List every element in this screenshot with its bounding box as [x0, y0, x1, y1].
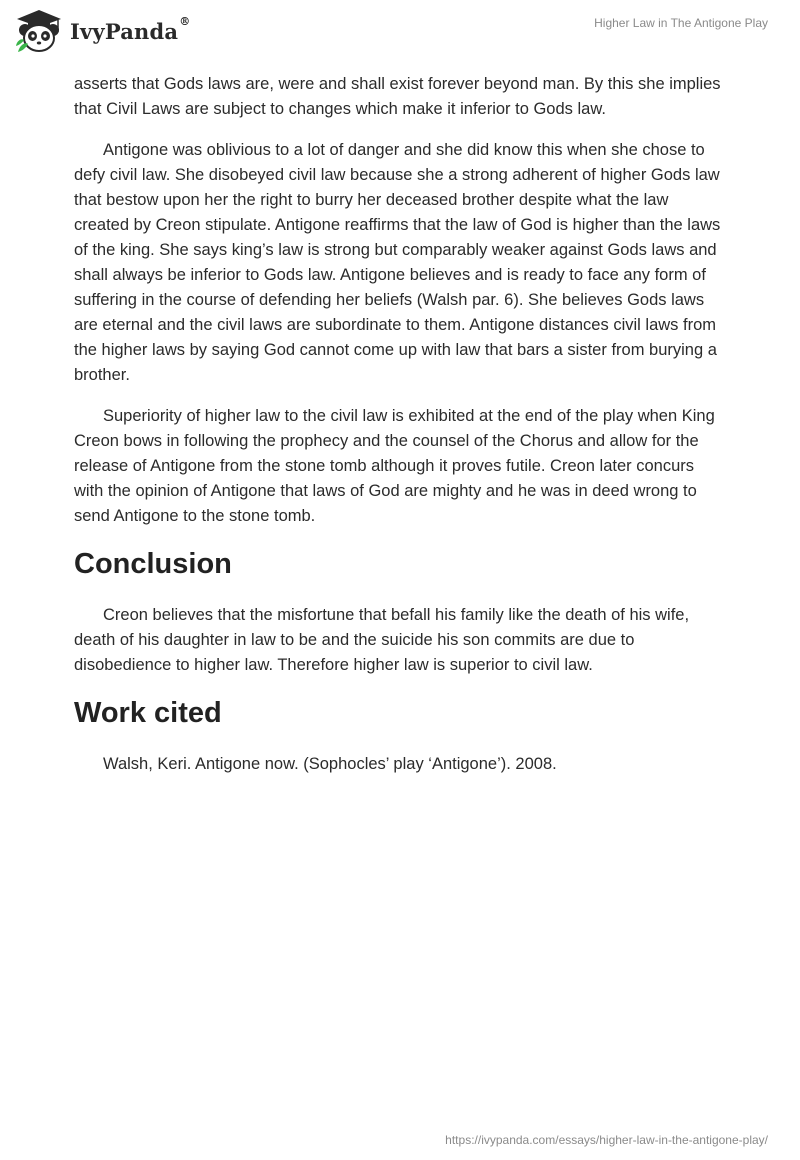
- essay-content: [74, 72, 726, 777]
- works-cited-heading: Work cited: [74, 697, 222, 729]
- conclusion-paragraph: Creon believes that the misfortune that befall his family like the death of his wife, death of his daughter in law to be and the suicide his son commits are due to disobedience to higher law. Therefore higher law is superior to civil law.: [74, 606, 690, 674]
- source-url-link[interactable]: https://ivypanda.com/essays/higher-law-in-the-antigone-play/: [445, 1133, 768, 1147]
- paragraph-superiority: Superiority of higher law to the civil law is exhibited at the end of the play when King Creon bows in following the prophecy and the counsel of the Chorus and allow for the release of Antigone from the stone tomb although it proves futile. Creon later concurs with the opinion of Antigone that laws of God are mighty and he was in deed wrong to send Antigone to the stone tomb.: [74, 407, 715, 525]
- conclusion-heading: Conclusion: [74, 548, 232, 580]
- registered-mark: ®: [179, 14, 191, 28]
- paragraph-continuation: asserts that Gods laws are, were and shall exist forever beyond man. By this she implies that Civil Laws are subject to changes which make it inferior to Gods law.: [74, 75, 721, 118]
- panda-graduate-icon: [14, 8, 64, 54]
- paragraph-antigone-defiance: Antigone was oblivious to a lot of danger and she did know this when she chose to defy civil law. She disobeyed civil law because she a strong adherent of higher Gods law that bestow upon her the right to burry her deceased brother despite what the law created by Creon stipulate. Antigone reaffirms that the law of God is higher than the laws of the king. She says king’s law is strong but comparably weaker against Gods laws and shall always be inferior to Gods law. Antigone believes and is ready to face any form of suffering in the course of defending her beliefs (Walsh par. 6). She believes Gods laws are eternal and the civil laws are subordinate to them. Antigone distances civil laws from the higher laws by saying God cannot come up with law that bars a sister from burying a brother.: [74, 141, 721, 384]
- document-title: Higher Law in The Antigone Play: [594, 16, 768, 30]
- page-header: [0, 0, 800, 64]
- brand-name: IvyPanda®: [70, 14, 191, 44]
- ivypanda-logo[interactable]: [14, 8, 190, 54]
- citation-entry: Walsh, Keri. Antigone now. (Sophocles’ play ‘Antigone’). 2008.: [103, 755, 557, 773]
